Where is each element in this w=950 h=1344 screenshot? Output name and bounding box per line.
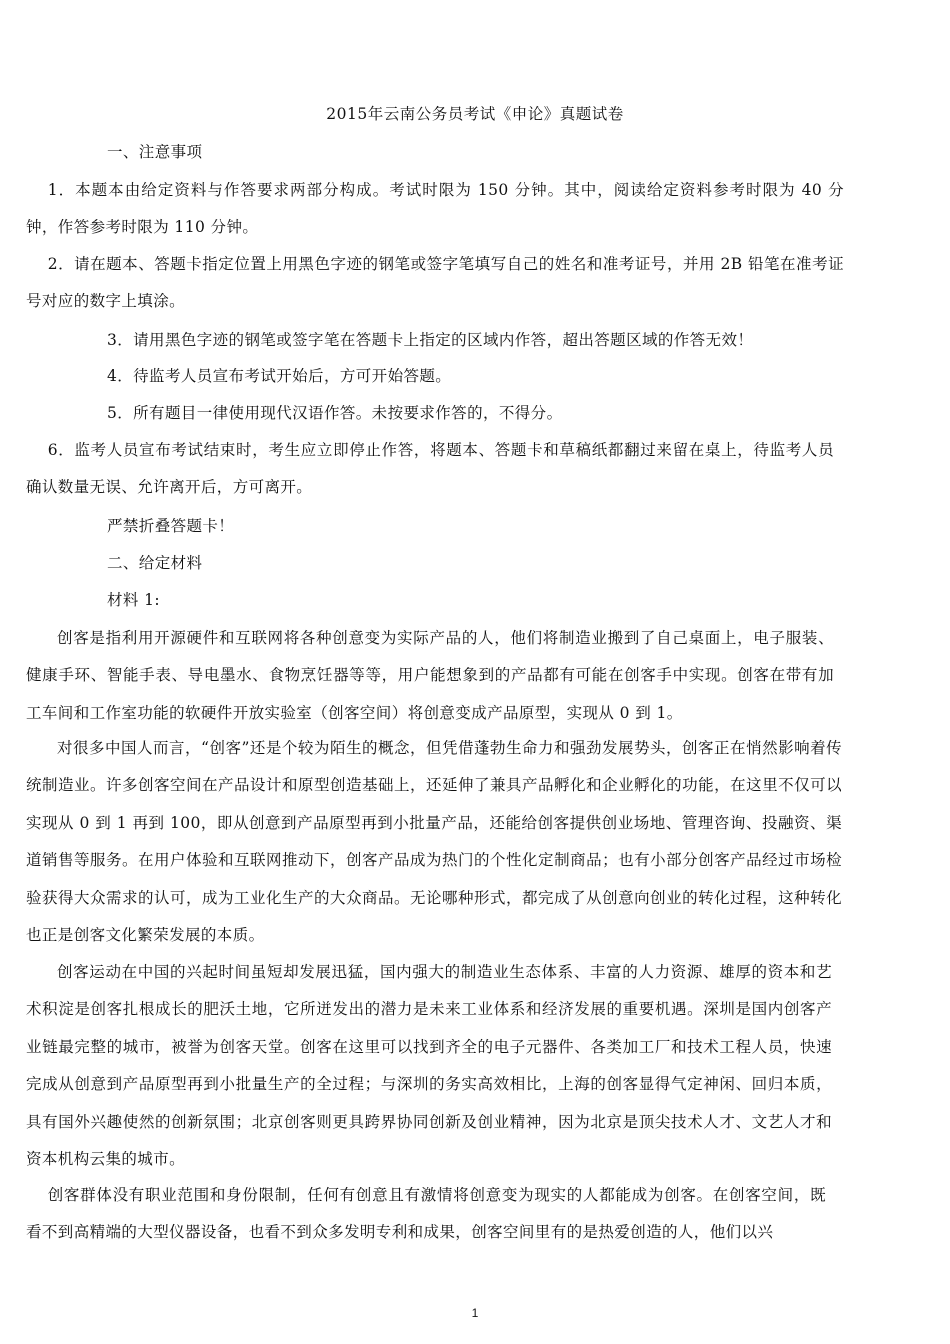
material-label: 材料 1:: [107, 591, 161, 609]
section-heading-notes: 一、注意事项: [107, 143, 203, 161]
section-heading-materials: 二、给定材料: [107, 554, 203, 572]
material-paragraph-4: 创客群体没有职业范围和身份限制，任何有创意且有激情将创意变为现实的人都能成为创客。在创客空间，既看不到高精端的大型仪器设备，也看不到众多发明专利和成果，创客空间里有的是热爱创造的人，他们以兴: [26, 1186, 826, 1242]
note-item-2: 2．请在题本、答题卡指定位置上用黑色字迹的钢笔或签字笔填写自己的姓名和准考证号，并用 2B 铅笔在准考证号对应的数字上填涂。: [26, 255, 844, 311]
material-paragraph-1: 创客是指利用开源硬件和互联网将各种创意变为实际产品的人，他们将制造业搬到了自己桌面上，电子服装、健康手环、智能手表、导电墨水、食物烹饪器等等，用户能想象到的产品都有可能在创客手中实现。创客在带有加工车间和工作室功能的软硬件开放实验室（创客空间）将创意变成产品原型，实现从 0 到 1。: [26, 629, 834, 722]
material-paragraph-2: 对很多中国人而言，“创客”还是个较为陌生的概念，但凭借蓬勃生命力和强劲发展势头，创客正在悄然影响着传统制造业。许多创客空间在产品设计和原型创造基础上，还延伸了兼具产品孵化和企业孵化的功能，在这里不仅可以实现从 0 到 1 再到 100，即从创意到产品原型再到小批量产品，还能给创客提供创业场地、管理咨询、投融资、渠道销售等服务。在用户体验和互联网推动下，创客产品成为热门的个性化定制商品；也有小部分创客产品经过市场检验获得大众需求的认可，成为工业化生产的大众商品。无论哪种形式，都完成了从创意向创业的转化过程，这种转化也正是创客文化繁荣发展的本质。: [26, 739, 842, 945]
page-number: 1: [471, 1306, 479, 1320]
note-item-6: 6．监考人员宣布考试结束时，考生应立即停止作答，将题本、答题卡和草稿纸都翻过来留在桌上，待监考人员确认数量无误、允许离开后，方可离开。: [26, 441, 834, 497]
document-title: 2015年云南公务员考试《申论》真题试卷: [326, 105, 624, 123]
note-item-1: 1．本题本由给定资料与作答要求两部分构成。考试时限为 150 分钟。其中，阅读给定资料参考时限为 40 分钟，作答参考时限为 110 分钟。: [26, 181, 844, 237]
note-item-4: 4．待监考人员宣布考试开始后，方可开始答题。: [107, 367, 452, 385]
note-item-5: 5．所有题目一律使用现代汉语作答。未按要求作答的，不得分。: [107, 404, 563, 422]
warning-text: 严禁折叠答题卡！: [107, 517, 235, 535]
note-item-3: 3．请用黑色字迹的钢笔或签字笔在答题卡上指定的区域内作答，超出答题区域的作答无效！: [107, 331, 754, 349]
material-paragraph-3: 创客运动在中国的兴起时间虽短却发展迅猛，国内强大的制造业生态体系、丰富的人力资源、雄厚的资本和艺术积淀是创客扎根成长的肥沃土地，它所迸发出的潜力是未来工业体系和经济发展的重要机遇。深圳是国内创客产业链最完整的城市，被誉为创客天堂。创客在这里可以找到齐全的电子元器件、各类加工厂和技术工程人员，快速完成从创意到产品原型再到小批量生产的全过程；与深圳的务实高效相比，上海的创客显得气定神闲、回归本质，具有国外兴趣使然的创新氛围；北京创客则更具跨界协同创新及创业精神，因为北京是顶尖技术人才、文艺人才和资本机构云集的城市。: [26, 963, 832, 1169]
